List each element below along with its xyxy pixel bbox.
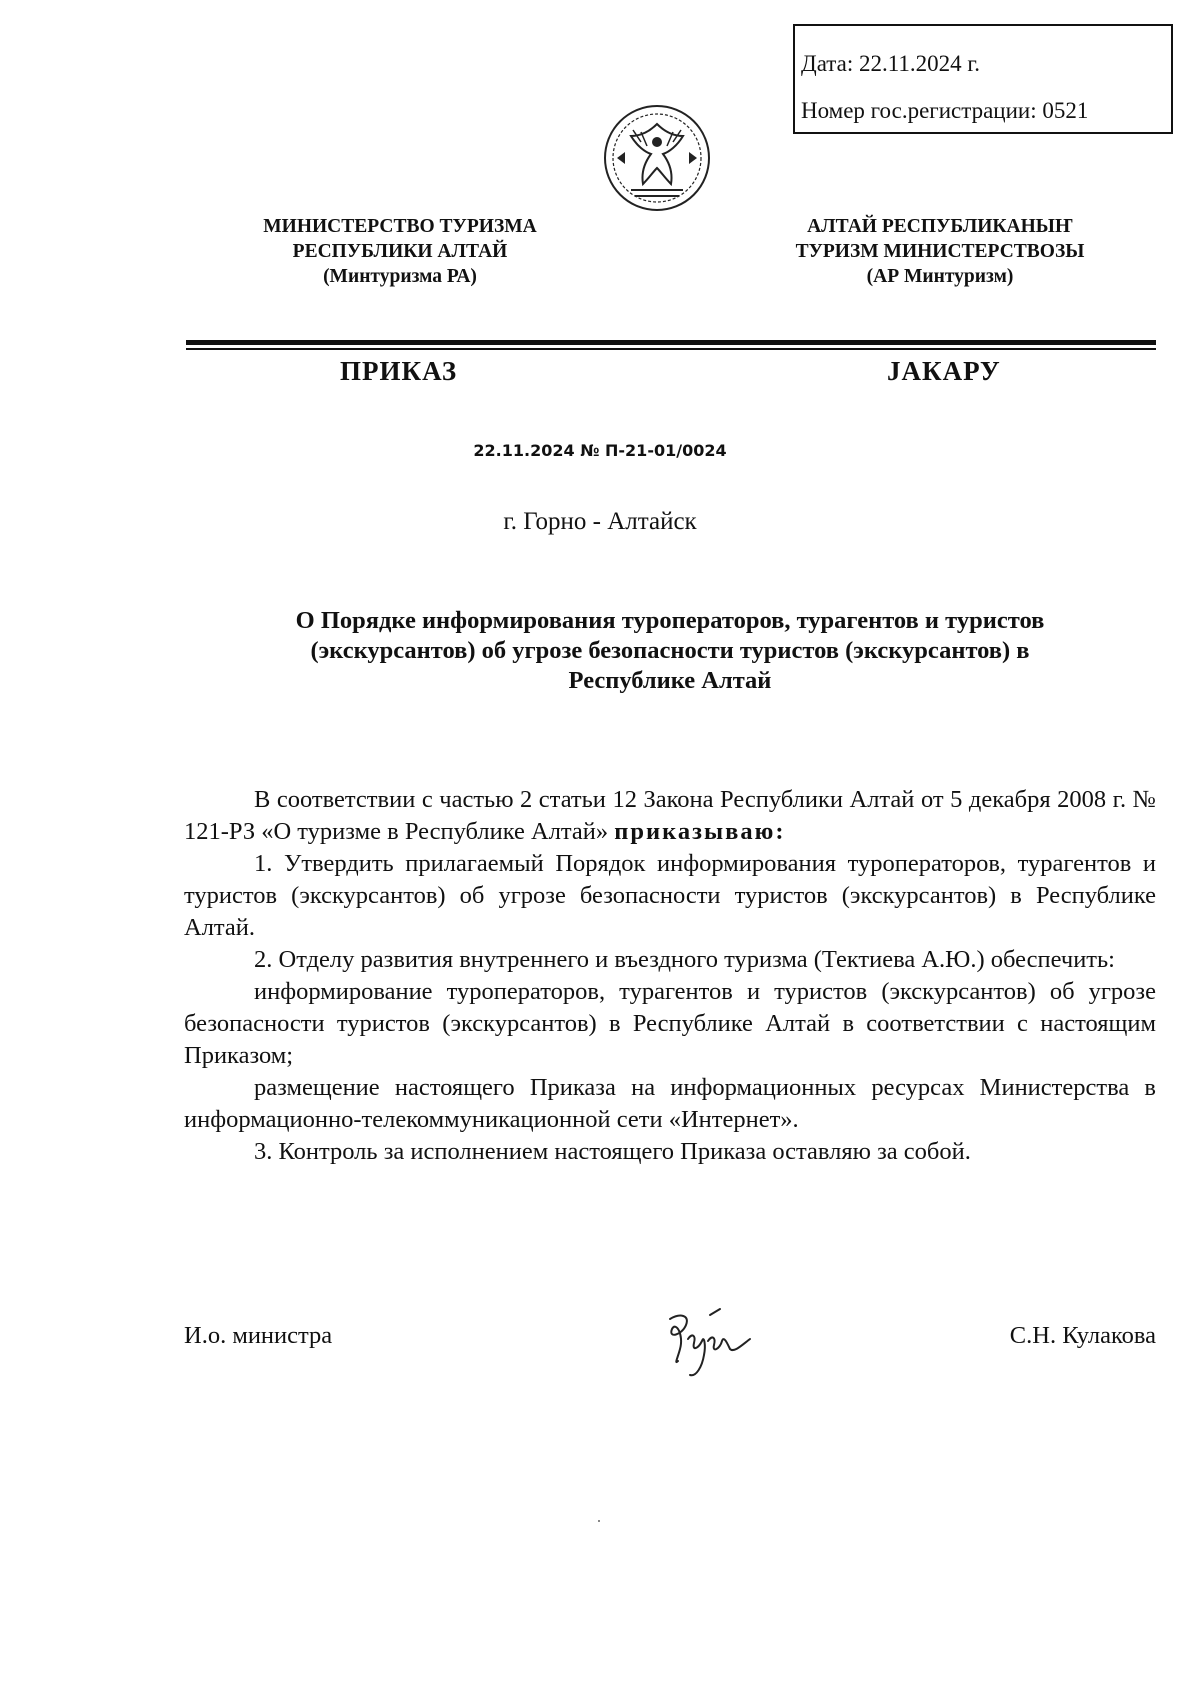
document-title-line1: О Порядке информирования туроператоров, турагентов и туристов xyxy=(295,607,1045,634)
ministry-name-ru-line1: МИНИСТЕРСТВО ТУРИЗМА xyxy=(263,216,537,237)
body-intro-emphasis: приказываю: xyxy=(614,818,786,845)
signatory-role: И.о. министра xyxy=(184,1322,333,1349)
scan-speck xyxy=(598,1520,600,1522)
ministry-name-ru-line2: РЕСПУБЛИКИ АЛТАЙ xyxy=(292,241,508,262)
body-item-3: 3. Контроль за исполнением настоящего Приказа оставляю за собой. xyxy=(254,1138,971,1165)
document-title-line2: (экскурсантов) об угрозе безопасности туристов (экскурсантов) в xyxy=(310,637,1030,664)
header-divider-thick xyxy=(186,340,1156,345)
republic-altai-coat-of-arms-icon xyxy=(601,102,713,214)
ministry-name-alt-line1: АЛТАЙ РЕСПУБЛИКАНЫҤ xyxy=(807,216,1073,237)
ministry-name-russian xyxy=(235,214,565,289)
document-title-line3: Республике Алтай xyxy=(568,667,772,694)
registration-box xyxy=(793,24,1173,134)
body-item-2b: размещение настоящего Приказа на информационных ресурсах Министерства в информационно-телекоммуникационной сети «Интернет». xyxy=(184,1074,1156,1133)
registration-date-value: 22.11.2024 г. xyxy=(858,51,980,76)
registration-number xyxy=(801,87,1165,134)
body-item-1: 1. Утвердить прилагаемый Порядок информирования туроператоров, турагентов и туристов (экскурсантов) об угрозе безопасности туристов (экскурсантов) в Республике Алтай. xyxy=(184,850,1156,941)
city: г. Горно - Алтайск xyxy=(503,508,697,535)
body-item-2a: информирование туроператоров, турагентов и туристов (экскурсантов) об угрозе безопасности туристов (экскурсантов) в Республике Алтай в соответствии с настоящим Приказом; xyxy=(184,978,1156,1069)
ministry-name-alt-abbr: (АР Минтуризм) xyxy=(866,266,1014,287)
ministry-name-altai xyxy=(770,214,1110,289)
ministry-name-alt-line2: ТУРИЗМ МИНИСТЕРСТВОЗЫ xyxy=(795,241,1085,262)
document-body xyxy=(184,784,1156,1168)
order-number: 22.11.2024 № П-21-01/0024 xyxy=(473,441,727,460)
registration-date xyxy=(801,40,1165,87)
doc-type-altai: JАКАРУ xyxy=(887,356,1001,386)
body-intro xyxy=(184,784,1156,848)
body-intro-text: В соответствии с частью 2 статьи 12 Закона Республики Алтай от 5 декабря 2008 г. № 121-РЗ «О туризме в Республике Алтай» xyxy=(184,786,1156,845)
body-item-2: 2. Отделу развития внутреннего и въездного туризма (Тектиева А.Ю.) обеспечить: xyxy=(254,946,1115,973)
handwritten-signature-icon xyxy=(650,1305,760,1385)
ministry-name-ru-abbr: (Минтуризма РА) xyxy=(323,266,477,287)
registration-number-label: Номер гос.регистрации: xyxy=(801,98,1037,123)
doc-type-russian: ПРИКАЗ xyxy=(340,356,458,386)
header-divider-thin xyxy=(186,348,1156,350)
registration-number-value: 0521 xyxy=(1042,98,1089,123)
signatory-name: С.Н. Кулакова xyxy=(1009,1322,1156,1349)
document-title xyxy=(200,606,1140,696)
registration-date-label: Дата: xyxy=(801,51,854,76)
